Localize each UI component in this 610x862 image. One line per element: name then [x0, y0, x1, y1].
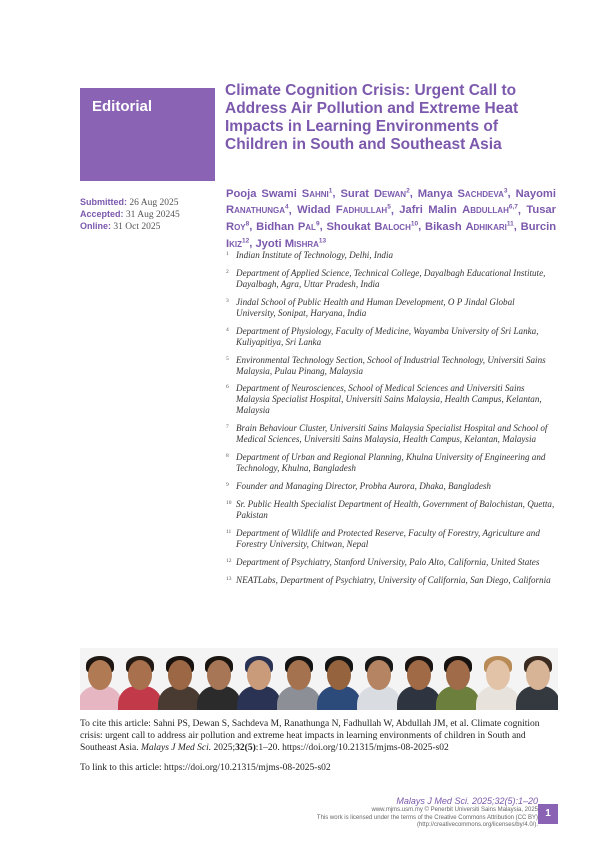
affiliation-text: Department of Urban and Regional Planning, Khulna University of Engineering and Technology, Khulna, Bangladesh — [236, 452, 546, 474]
article-link[interactable]: To link to this article: https://doi.org/10.21315/mjms-08-2025-s02 — [80, 763, 331, 773]
photo-face — [207, 660, 231, 690]
author-name — [399, 204, 518, 216]
page-number: 1 — [538, 804, 558, 824]
author-last-name: Abdullah — [462, 204, 509, 217]
page-footer — [238, 796, 538, 830]
photo-face — [367, 660, 391, 690]
section-badge — [80, 88, 215, 181]
author-name — [425, 221, 514, 233]
affiliation-item — [226, 499, 556, 521]
article-title: Climate Cognition Crisis: Urgent Call to Address Air Pollution and Extreme Heat Impacts in Learning Environments of Children in South and Southeast Asia — [225, 82, 519, 153]
affiliation-list — [226, 250, 556, 593]
author-affiliation-ref: 3 — [503, 187, 508, 194]
author-last-name: Pal — [297, 221, 316, 234]
affiliation-item — [226, 575, 556, 586]
author-name — [297, 204, 391, 216]
author-last-name: Ikiz — [226, 237, 242, 250]
author-first-name: Jafri Malin — [399, 204, 463, 217]
author-affiliation-ref: 2 — [406, 187, 410, 194]
photo-face — [526, 660, 550, 690]
author-last-name: Ranathunga — [226, 204, 286, 217]
footer-license-url[interactable]: (http://creativecommons.org/licenses/by/4.0/). — [416, 822, 538, 829]
affiliation-text: Jindal School of Public Health and Human Development, O P Jindal Global University, Sonipat, Haryana, India — [236, 296, 515, 318]
affiliation-item — [226, 297, 556, 319]
author-first-name: Widad — [297, 204, 336, 217]
photo-face — [247, 660, 271, 690]
author-first-name: Tusar — [526, 204, 556, 217]
affiliation-text: NEATLabs, Department of Psychiatry, University of California, San Diego, California — [236, 574, 551, 585]
affiliation-text: Department of Wildlife and Protected Reserve, Faculty of Forestry, Agriculture and Forestry University, Chitwan, Nepal — [236, 527, 540, 549]
footer-license: This work is licensed under the terms of the Creative Commons Attribution (CC BY) — [316, 814, 538, 821]
photo-face — [287, 660, 311, 690]
affiliation-number: 10 — [226, 500, 232, 507]
author-affiliation-ref: 8 — [245, 220, 250, 228]
photo-face — [486, 660, 510, 690]
author-name — [255, 238, 326, 250]
affiliation-item — [226, 383, 556, 416]
author-photo — [279, 648, 319, 710]
affiliation-number: 5 — [226, 355, 229, 362]
author-name — [418, 188, 508, 200]
author-affiliation-ref: 13 — [318, 237, 327, 245]
affiliation-item — [226, 355, 556, 377]
author-affiliation-ref: 10 — [410, 220, 419, 228]
submitted-date: 26 Aug 2025 — [129, 198, 179, 208]
affiliation-number: 9 — [226, 482, 229, 489]
author-first-name: Bidhan — [256, 221, 298, 234]
affiliation-text: Founder and Managing Director, Probha Aurora, Dhaka, Bangladesh — [236, 481, 491, 492]
author-photo — [439, 648, 479, 710]
author-photo-strip — [80, 648, 558, 710]
photo-face — [327, 660, 351, 690]
author-affiliation-ref: 5 — [387, 203, 391, 211]
author-first-name: Manya — [417, 187, 458, 200]
citation-prefix: To cite this article: Sahni PS, Dewan S, Sachdeva M, Ranathunga N, Fadhullah W, Abdullah JM, et al. Climate cognition crisis: urgent call to address air pollution and extreme heat impacts in learning environments of children in South and Southeast Asia. — [80, 719, 540, 753]
affiliation-text: Department of Physiology, Faculty of Medicine, Wayamba University of Sri Lanka, Kuliyapitiya, Sri Lanka — [236, 325, 539, 347]
citation-journal: Malays J Med Sci. — [140, 743, 212, 753]
online-label: Online: — [80, 221, 111, 231]
author-affiliation-ref: 11 — [506, 220, 514, 228]
author-photo — [239, 648, 279, 710]
author-name — [340, 188, 409, 200]
author-photo — [359, 648, 399, 710]
affiliation-number: 4 — [226, 326, 229, 333]
author-photo — [200, 648, 240, 710]
submitted-label: Submitted: — [80, 197, 127, 207]
author-photo — [120, 648, 160, 710]
author-first-name: Shoukat — [326, 221, 375, 234]
photo-face — [407, 660, 431, 690]
affiliation-text: Department of Psychiatry, Stanford University, Palo Alto, California, United States — [236, 556, 540, 567]
footer-journal: Malays J Med Sci. 2025;32(5):1–20 — [396, 796, 538, 806]
author-photo — [160, 648, 200, 710]
author-photo — [518, 648, 558, 710]
author-first-name: Surat — [340, 187, 374, 200]
author-first-name: Nayomi — [515, 187, 556, 200]
affiliation-item — [226, 268, 556, 290]
affiliation-item — [226, 481, 556, 492]
author-first-name: Burcin — [520, 221, 557, 234]
affiliation-text: Department of Applied Science, Technical College, Dayalbagh Educational Institute, Dayalbagh, Agra, Uttar Pradesh, India — [236, 267, 546, 289]
author-last-name: Sachdeva — [457, 187, 504, 200]
affiliation-item — [226, 250, 556, 261]
author-affiliation-ref: 6,7 — [508, 203, 518, 211]
affiliation-number: 2 — [226, 268, 229, 275]
author-affiliation-ref: 9 — [315, 220, 320, 228]
author-name — [326, 221, 418, 233]
section-label: Editorial — [92, 98, 153, 115]
photo-face — [88, 660, 112, 690]
affiliation-number: 6 — [226, 384, 229, 391]
affiliation-number: 3 — [226, 297, 229, 304]
affiliation-item — [226, 452, 556, 474]
affiliation-item — [226, 326, 556, 348]
affiliation-text: Indian Institute of Technology, Delhi, India — [236, 250, 394, 260]
author-first-name: Bikash — [424, 221, 466, 234]
affiliation-item — [226, 528, 556, 550]
accepted-label: Accepted: — [80, 209, 124, 219]
article-dates — [80, 197, 220, 233]
author-first-name: Jyoti — [255, 237, 285, 250]
affiliation-number: 7 — [226, 424, 229, 431]
author-affiliation-ref: 1 — [328, 187, 333, 194]
author-last-name: Sahni — [301, 187, 329, 200]
author-photo — [478, 648, 518, 710]
author-photo — [80, 648, 120, 710]
footer-website[interactable]: www.mjms.usm.my © Penerbit Universiti Sains Malaysia, 2025 — [371, 807, 538, 813]
affiliation-text: Sr. Public Health Specialist Department of Health, Government of Balochistan, Quetta, Pakistan — [236, 499, 555, 521]
affiliation-number: 13 — [226, 575, 232, 582]
affiliation-text: Brain Behaviour Cluster, Universiti Sains Malaysia Specialist Hospital and School of Medical Sciences, Universiti Sains Malaysia, Health Campus, Kelantan, Malaysia — [236, 423, 548, 445]
author-name — [256, 221, 319, 233]
online-date: 31 Oct 2025 — [113, 222, 161, 232]
citation — [80, 718, 560, 754]
author-last-name: Dewan — [373, 187, 407, 200]
photo-face — [168, 660, 192, 690]
author-last-name: Adhikari — [465, 221, 507, 234]
affiliation-item — [226, 557, 556, 568]
author-name — [226, 188, 332, 200]
author-affiliation-ref: 4 — [285, 203, 289, 211]
affiliation-item — [226, 423, 556, 445]
affiliation-text: Environmental Technology Section, School of Industrial Technology, Universiti Sains Malaysia, Pulau Pinang, Malaysia — [236, 354, 546, 376]
photo-face — [128, 660, 152, 690]
author-last-name: Mishra — [284, 237, 319, 250]
citation-pages: :1–20. https://doi.org/10.21315/mjms-08-2025-s02 — [255, 743, 449, 753]
author-last-name: Baloch — [374, 221, 411, 234]
author-last-name: Roy — [226, 221, 246, 234]
citation-volume: 32(5) — [235, 743, 256, 753]
affiliation-text: Department of Neurosciences, School of Medical Sciences and Universiti Sains Malaysia Specialist Hospital, Universiti Sains Malaysia, Health Campus, Kelantan, Malaysia — [236, 383, 542, 416]
affiliation-number: 1 — [226, 251, 229, 257]
accepted-date: 31 Aug 20245 — [125, 210, 180, 220]
affiliation-number: 11 — [226, 528, 232, 535]
author-affiliation-ref: 12 — [242, 237, 250, 245]
author-first-name: Pooja Swami — [226, 187, 302, 200]
affiliation-number: 8 — [226, 453, 229, 460]
author-photo — [319, 648, 359, 710]
author-photo — [399, 648, 439, 710]
affiliation-number: 12 — [226, 557, 232, 564]
author-list: Pooja Swami Sahni$^1$, Surat Dewan$^2$, Manya Sachdeva$^3$, Nayomi Ranathunga$^4$, Widad Fadhullah$^5$, Jafri Malin Abdullah$^{6,7}$, Tusar Roy$^8$, Bidhan Pal$^9$, Shoukat Baloch$^{10}$, Bikash Adhikari$^{11}$, Burcin Ikiz$^{12}$, Jyoti Mishra$^{13}$ — [226, 187, 557, 250]
citation-year: 2025; — [213, 743, 236, 753]
author-last-name: Fadhullah — [335, 204, 388, 217]
photo-face — [446, 660, 470, 690]
